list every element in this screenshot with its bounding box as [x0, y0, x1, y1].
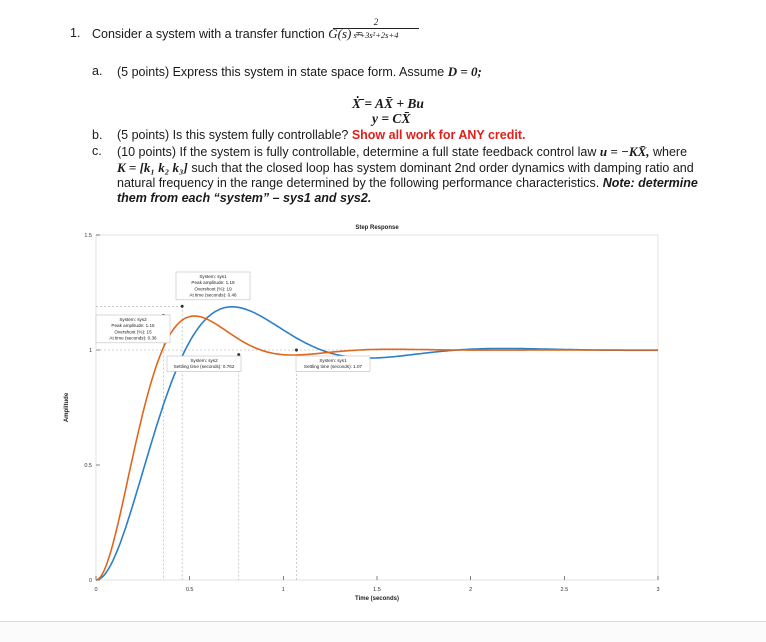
annotation-sys1-settling-text: System: sys1 — [319, 358, 347, 363]
annotation-sys2-settling-text: System: sys2 — [190, 358, 218, 363]
part-a-body: (5 points) Express this system in state space form. Assume — [117, 65, 445, 79]
state-equation: Ẋ̄ = AX̄ + Bu — [352, 96, 424, 111]
sys2-settling-marker — [237, 353, 240, 356]
transfer-function-fraction — [333, 17, 419, 40]
tf-denominator: s³+3s²+2s+4 — [353, 30, 399, 40]
part-b-highlight: Show all work for ANY credit. — [351, 128, 526, 142]
question-number: 1. — [70, 26, 81, 40]
part-c-line3 — [117, 176, 698, 190]
part-c-line1 — [117, 144, 687, 160]
annotation-sys2-peak-text: Peak amplitude: 1.15 — [111, 323, 155, 329]
annotation-sys1-peak-text: At time (seconds): 0.46 — [189, 292, 237, 298]
page-bottom-edge — [0, 621, 766, 642]
x-tick-label: 1 — [281, 587, 285, 593]
tf-numerator: 2 — [373, 17, 379, 27]
part-c-gain-vector: K = [k₁ k₂ k₃] — [117, 160, 188, 175]
annotation-sys1-settling-text: Settling time (seconds): 1.07 — [303, 364, 363, 370]
chart-title: Step Response — [355, 225, 399, 231]
sys1-settling-marker — [295, 349, 298, 352]
tf-lhs: G(s) = — [328, 26, 364, 41]
part-c-line1-tail: where — [652, 145, 688, 159]
annotation-sys2-peak-text: Overshoot (%): 15 — [114, 329, 152, 335]
part-c-control-law: u = −KX̄, — [599, 144, 650, 159]
y-tick-label: 1.5 — [84, 233, 92, 239]
part-b-label: b. — [92, 128, 103, 142]
step-response-chart — [0, 210, 766, 610]
y-tick-label: 1 — [88, 348, 92, 354]
part-c-line2 — [117, 160, 694, 176]
x-tick-label: 2 — [469, 587, 473, 593]
annotation-sys2-settling-text: Settling time (seconds): 0.762 — [173, 364, 235, 370]
y-axis-label: Amplitude — [64, 392, 70, 423]
question-text — [92, 26, 363, 42]
part-b-text — [117, 128, 525, 142]
annotation-sys1-peak-text: Peak amplitude: 1.19 — [191, 280, 235, 286]
part-a-math: D = 0; — [447, 64, 482, 79]
part-c-line2-text: such that the closed loop has system dominant 2nd order dynamics with damping ratio and — [191, 161, 694, 175]
x-tick-label: 2.5 — [560, 587, 569, 593]
output-equation: y = CX̄ — [372, 111, 411, 126]
part-a-text — [117, 64, 482, 80]
y-tick-label: 0.5 — [84, 463, 92, 469]
part-c-note: Note: determine — [602, 176, 698, 190]
part-c-line3-text: natural frequency in the range determined by the following performance characteristics. — [117, 176, 600, 190]
annotation-sys2-peak-text: System: sys2 — [119, 317, 147, 322]
question-prompt: Consider a system with a transfer function — [92, 27, 325, 41]
part-a-label: a. — [92, 64, 103, 78]
x-tick-label: 0 — [94, 587, 98, 593]
annotation-sys1-peak-text: Overshoot (%): 19 — [194, 286, 232, 292]
y-tick-label: 0 — [88, 578, 92, 584]
annotation-sys2-peak-text: At time (seconds): 0.36 — [109, 335, 157, 341]
part-c-line1-text: (10 points) If the system is fully controllable, determine a full state feedback control law — [117, 145, 597, 159]
part-b-body: (5 points) Is this system fully controllable? — [117, 128, 349, 142]
part-c-line4: them from each “system” – sys1 and sys2. — [117, 191, 372, 205]
part-c-label: c. — [92, 144, 102, 158]
x-axis-label: Time (seconds) — [355, 596, 399, 602]
x-tick-label: 3 — [656, 587, 660, 593]
x-tick-label: 1.5 — [373, 587, 381, 593]
annotation-sys1-peak-text: System: sys1 — [199, 274, 227, 279]
sys1-peak-marker — [181, 305, 184, 308]
x-tick-label: 0.5 — [185, 587, 194, 593]
